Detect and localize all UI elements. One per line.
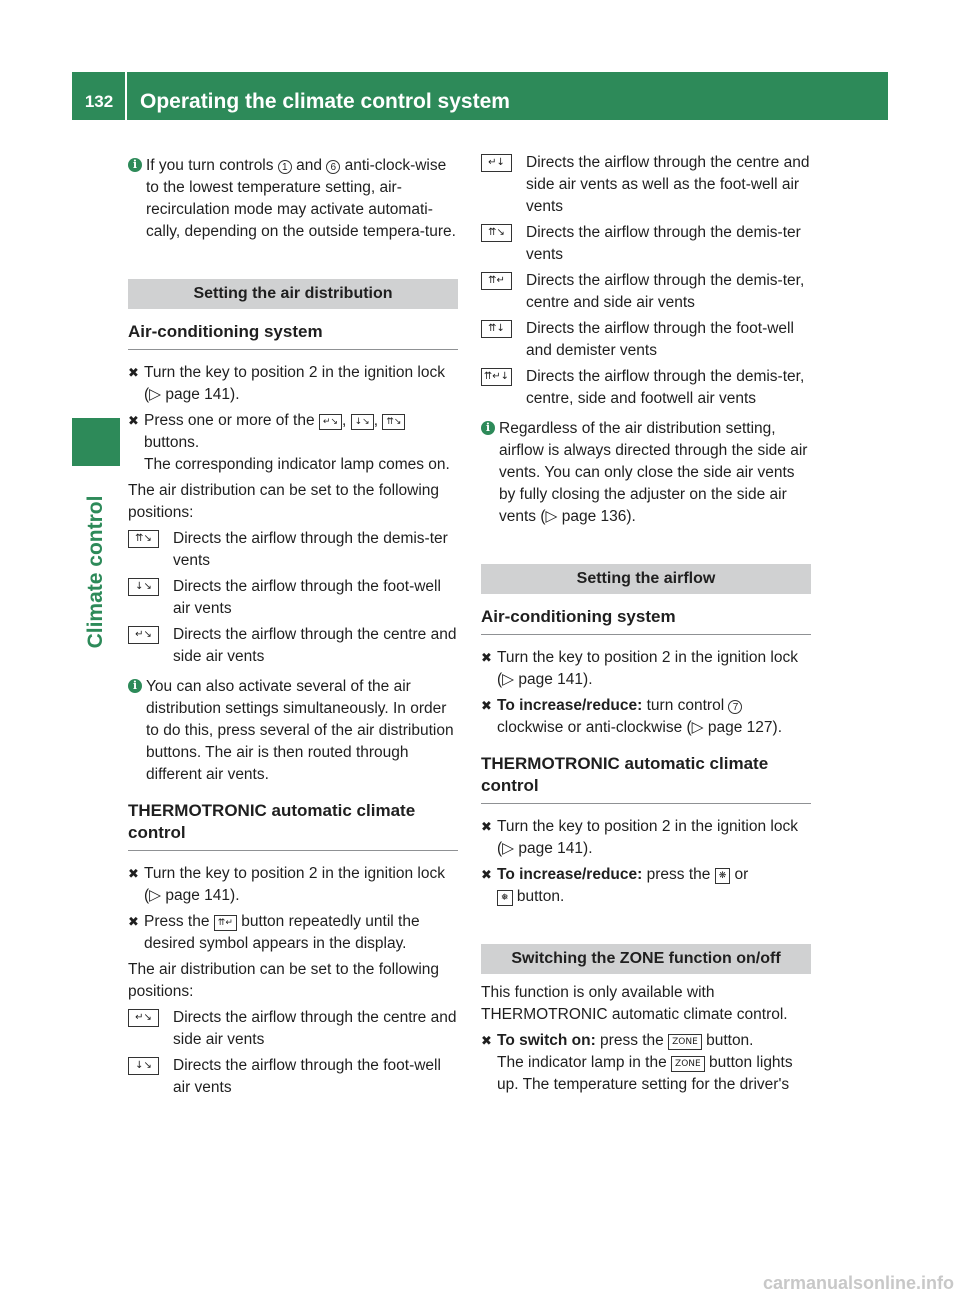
instruction-step: ✖ Press the ⇈↵ button repeatedly until the desired symbol appears in the display. — [128, 913, 420, 952]
control-1-icon: 1 — [278, 160, 292, 174]
instruction-step: ✖ To increase/reduce: turn control 7 clockwise or anti-clockwise (▷ page 127). — [481, 697, 783, 736]
centre-side-vent-icon: ↵↘ — [128, 1009, 159, 1027]
list-item: ⇈↵ Directs the airflow through the demis-ter, centre and side air vents — [481, 270, 811, 314]
info-note: i You can also activate several of the air distribution settings simultaneously. In order to do this, press several of the air distribution buttons. The air is then routed through different air vents. — [128, 676, 458, 786]
section-heading: Setting the air distribution — [128, 279, 458, 309]
list-item: ↵↘ Directs the airflow through the centre and side air vents — [128, 624, 458, 668]
step-arrow-icon: ✖ — [481, 698, 492, 713]
centre-side-footwell-vent-icon: ↵↓ — [481, 154, 512, 172]
header-divider — [125, 72, 127, 120]
instruction-step: ✖ Turn the key to position 2 in the ignition lock (▷ page 141). — [481, 818, 798, 857]
control-6-icon: 6 — [326, 160, 340, 174]
distribution-list — [128, 528, 458, 668]
page-number: 132 — [84, 92, 114, 111]
airflow-increase-button-icon: ❋ — [715, 868, 731, 884]
demister-vent-button-icon: ⇈↘ — [382, 414, 405, 430]
list-item: ↓↘ Directs the airflow through the foot-well air vents — [128, 576, 458, 620]
sub-heading: Air-conditioning system — [481, 606, 811, 635]
control-7-icon: 7 — [728, 700, 742, 714]
demister-vent-icon: ⇈↘ — [128, 530, 159, 548]
list-item: ↵↘ Directs the airflow through the centre and side air vents — [128, 1007, 458, 1051]
airflow-decrease-button-icon: ❅ — [497, 890, 513, 906]
list-item: ↓↘ Directs the airflow through the foot-well air vents — [128, 1055, 458, 1099]
footwell-demister-vent-icon: ⇈↓ — [481, 320, 512, 338]
list-item: ⇈↓ Directs the airflow through the foot-well and demister vents — [481, 318, 811, 362]
distribution-list — [481, 152, 811, 410]
air-distribution-button-icon: ⇈↵ — [214, 915, 237, 931]
step-arrow-icon: ✖ — [128, 365, 139, 380]
list-item: ⇈↵↓ Directs the airflow through the demis-ter, centre, side and footwell air vents — [481, 366, 811, 410]
right-column — [481, 152, 811, 1096]
step-arrow-icon: ✖ — [481, 819, 492, 834]
distribution-list — [128, 1007, 458, 1099]
chapter-marker — [72, 418, 120, 466]
centre-side-vent-button-icon: ↵↘ — [319, 414, 342, 430]
sub-heading: THERMOTRONIC automatic climate control — [128, 800, 458, 851]
step-arrow-icon: ✖ — [481, 867, 492, 882]
section-heading: Setting the airflow — [481, 564, 811, 594]
info-note: i If you turn controls 1 and 6 anti-clock-wise to the lowest temperature setting, air-recirculation mode may activate automati-cally, depending on the outside tempera-ture. — [128, 155, 458, 243]
zone-button-icon: ZONE — [668, 1034, 702, 1050]
instruction-step: ✖ To switch on: press the ZONE button. The indicator lamp in the ZONE button lights up. The temperature setting for the driver's — [481, 1032, 793, 1093]
footwell-vent-icon: ↓↘ — [128, 578, 159, 596]
instruction-step: ✖ Press one or more of the ↵↘ , ↓↘ , ⇈↘ buttons. The corresponding indicator lamp comes on. — [128, 412, 450, 473]
step-arrow-icon: ✖ — [128, 914, 139, 929]
centre-side-vent-icon: ↵↘ — [128, 626, 159, 644]
info-icon: i — [128, 679, 142, 693]
footwell-vent-icon: ↓↘ — [128, 1057, 159, 1075]
info-note: i Regardless of the air distribution setting, airflow is always directed through the side air vents. You can only close the side air vents by fully closing the adjuster on the side air vents (▷ page 136). — [481, 418, 811, 528]
sub-heading: Air-conditioning system — [128, 321, 458, 350]
watermark: carmanualsonline.info — [762, 1273, 954, 1293]
instruction-step: ✖ To increase/reduce: press the ❋ or ❅ button. — [481, 866, 749, 905]
paragraph: The air distribution can be set to the following positions: — [128, 482, 440, 521]
demister-vent-icon: ⇈↘ — [481, 224, 512, 242]
all-vents-icon: ⇈↵↓ — [481, 368, 512, 386]
instruction-step: ✖ Turn the key to position 2 in the ignition lock (▷ page 141). — [128, 364, 445, 403]
step-arrow-icon: ✖ — [128, 866, 139, 881]
instruction-step: ✖ Turn the key to position 2 in the ignition lock (▷ page 141). — [128, 865, 445, 904]
info-icon: i — [481, 421, 495, 435]
sub-heading: THERMOTRONIC automatic climate control — [481, 753, 811, 804]
step-arrow-icon: ✖ — [481, 1033, 492, 1048]
demister-centre-side-vent-icon: ⇈↵ — [481, 272, 512, 290]
paragraph: The air distribution can be set to the following positions: — [128, 961, 440, 1000]
list-item: ⇈↘ Directs the airflow through the demis-ter vents — [128, 528, 458, 572]
footwell-vent-button-icon: ↓↘ — [351, 414, 374, 430]
list-item: ↵↓ Directs the airflow through the centre and side air vents as well as the foot-well air vents — [481, 152, 811, 218]
chapter-label: Climate control — [84, 495, 107, 649]
instruction-step: ✖ Turn the key to position 2 in the ignition lock (▷ page 141). — [481, 649, 798, 688]
step-arrow-icon: ✖ — [481, 650, 492, 665]
zone-button-icon: ZONE — [671, 1056, 705, 1072]
list-item: ⇈↘ Directs the airflow through the demis-ter vents — [481, 222, 811, 266]
info-icon: i — [128, 158, 142, 172]
left-column — [128, 155, 458, 1099]
section-heading: Switching the ZONE function on/off — [481, 944, 811, 974]
paragraph: This function is only available with THERMOTRONIC automatic climate control. — [481, 984, 788, 1023]
step-arrow-icon: ✖ — [128, 413, 139, 428]
page-title: Operating the climate control system — [140, 90, 510, 113]
